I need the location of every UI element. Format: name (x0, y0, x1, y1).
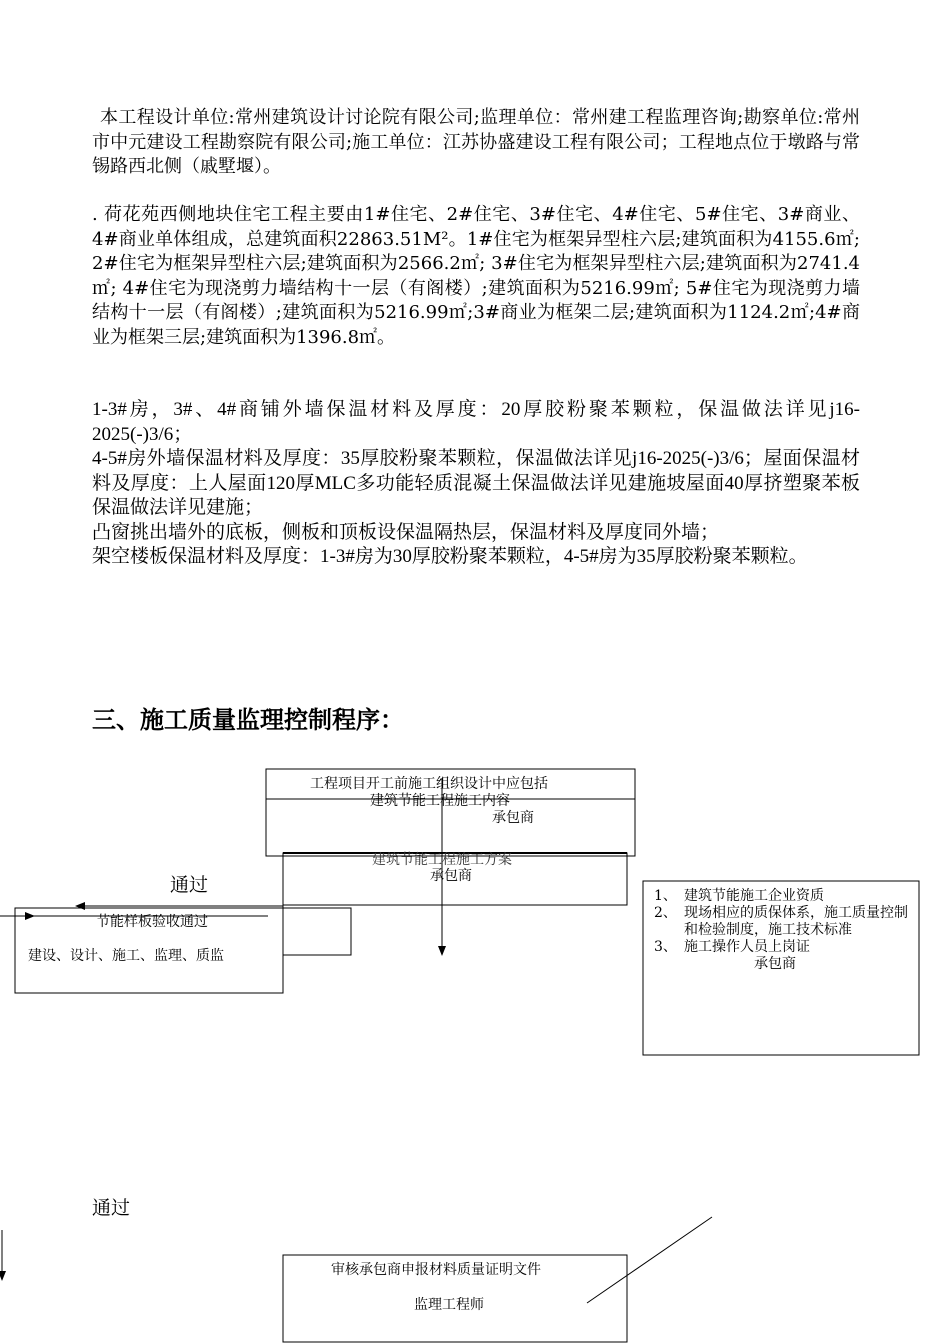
box1-line1: 工程项目开工前施工组织设计中应包括 (310, 776, 548, 792)
project-overview-paragraph: . 荷花苑西侧地块住宅工程主要由1#住宅、2#住宅、3#住宅、4#住宅、5#住宅、3#商业、4#商业单体组成，总建筑面积22863.51M²。1#住宅为框架异型柱六层;建筑面积为4155.6㎡; 2#住宅为框架异型柱六层;建筑面积为2566.2㎡; 3#住宅为框架异型柱六层;建筑面积为2741.4㎡; 4#住宅为现浇剪力墙结构十一层（有阁楼）;建筑面积为5216.99㎡; 5#住宅为现浇剪力墙结构十一层（有阁楼）;建筑面积为5216.99㎡;3#商业为框架二层;建筑面积为1124.2㎡;4#商业为框架三层;建筑面积为1396.8㎡。 (92, 204, 860, 348)
review-line1: 审核承包商申报材料质量证明文件 (331, 1262, 541, 1278)
box1-line2: 建筑节能工程施工内容 (370, 793, 510, 809)
project-units-paragraph: 本工程设计单位:常州建筑设计讨论院有限公司;监理单位：常州建工程监理咨询;勘察单位:常州市中元建设工程勘察院有限公司;施工单位：江苏协盛建设工程有限公司；工程地点位于墩路与常锡路西北侧（戚墅堰）。 (92, 107, 860, 177)
sample-line1: 节能样板验收通过 (96, 914, 208, 930)
box2-line1: 建筑节能工程施工方案 (372, 852, 512, 868)
pass-label-top: 通过 (170, 875, 209, 896)
requirement-num: 2、 (654, 905, 677, 921)
sample-line2: 建设、设计、施工、监理、质监 (28, 948, 224, 964)
requirement-num: 1、 (654, 888, 677, 904)
requirement-item (654, 939, 916, 956)
box2-contractor: 承包商 (430, 868, 472, 884)
requirement-text: 现场相应的质保体系，施工质量控制和检验制度，施工技术标准 (684, 905, 908, 938)
review-line2: 监理工程师 (414, 1297, 484, 1313)
requirements-list (654, 888, 916, 973)
pass-label-bottom: 通过 (92, 1198, 131, 1219)
requirement-num: 3、 (654, 939, 677, 955)
insulation-line-4: 架空楼板保温材料及厚度：1-3#房为30厚胶粉聚苯颗粒，4-5#房为35厚胶粉聚苯颗粒。 (92, 546, 808, 567)
insulation-line-3: 凸窗挑出墙外的底板，侧板和顶板设保温隔热层，保温材料及厚度同外墙； (92, 521, 720, 543)
insulation-line-2: 4-5#房外墙保温材料及厚度：35厚胶粉聚苯颗粒，保温做法详见j16-2025(-)3/6；屋面保温材料及厚度：上人屋面120厚MLC多功能轻质混凝土保温做法详见建施坡屋面40厚挤塑聚苯板保温做法详见建施； (92, 448, 860, 518)
requirement-item (654, 905, 916, 939)
insulation-line-1: 1-3#房，3#、4#商铺外墙保温材料及厚度：20厚胶粉聚苯颗粒，保温做法详见j16-2025(-)3/6； (92, 399, 860, 445)
box1-contractor: 承包商 (492, 810, 534, 826)
requirement-text: 施工操作人员上岗证 (684, 939, 810, 955)
requirement-text: 建筑节能施工企业资质 (684, 888, 824, 904)
requirement-item (654, 888, 916, 905)
requirements-contractor: 承包商 (754, 956, 796, 972)
section-heading: 三、施工质量监理控制程序： (92, 705, 404, 734)
